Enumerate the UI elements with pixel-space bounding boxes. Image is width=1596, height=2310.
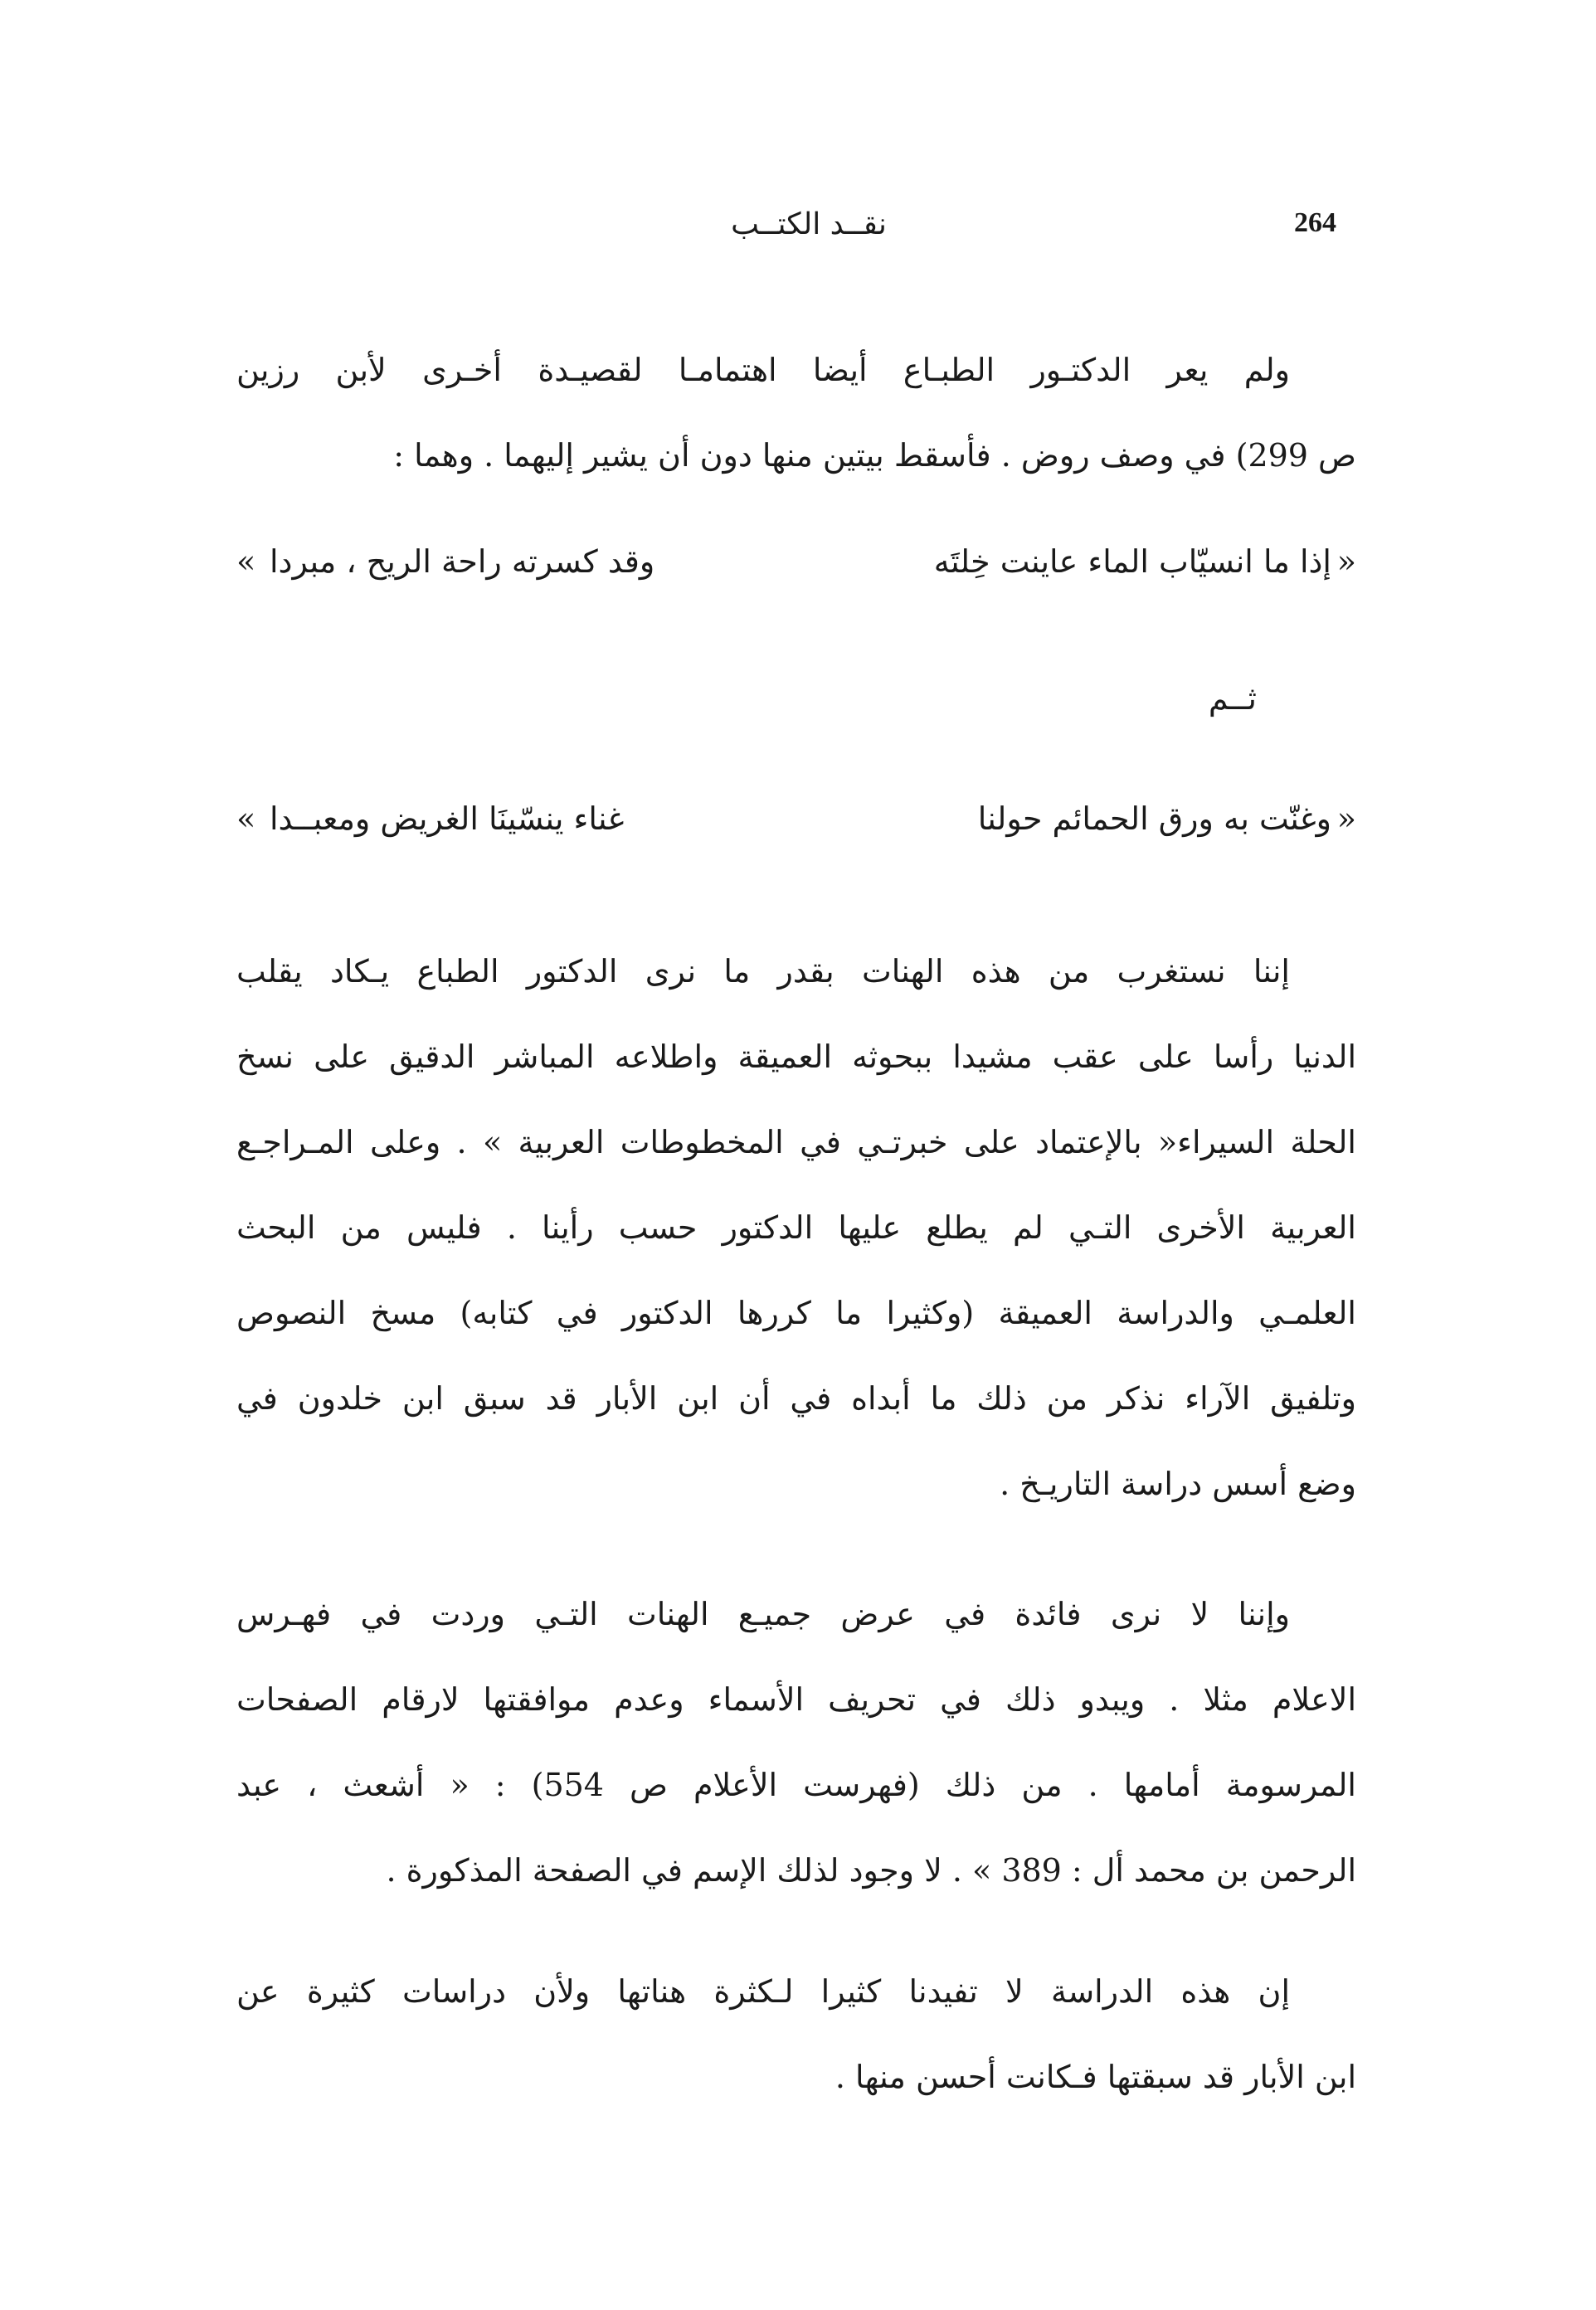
paragraph-intro [236,328,1356,498]
verse-second-hemistich: غناء ينسّينَا الغريض ومعبــدا [270,800,625,837]
text-line: الدنيا رأسا على عقب مشيدا ببحوثه العميقة واطلاعه المباشر الدقيق على نسخ [236,1038,1356,1075]
text-line: الرحمن بن محمد أل : 389 » . لا وجود لذلك الإسم في الصفحة المذكورة . [386,1852,1356,1889]
opening-quote: « [1336,800,1356,837]
text-line: إننا نستغرب من هذه الهنات بقدر ما نرى الدكتور الطباع يـكاد يقلب [236,953,1290,990]
text-line: ولم يعر الدكتـور الطبـاع أيضا اهتمامـا لقصيـدة أخـرى لأبن رزين [236,352,1290,388]
text-line: العربية الأخرى التـي لم يطلع عليها الدكتور حسب رأينا . فليس من البحث [236,1209,1356,1246]
text-line: المرسومة أمامها . من ذلك (فهرست الأعلام ص 554) : « أشعث ، عبد [236,1767,1356,1803]
text-line: العلمـي والدراسة العميقة (وكثيرا ما كررها الدكتور في كتابه) مسخ النصوص [236,1295,1356,1331]
page-number: 264 [1294,207,1336,238]
verse-second-hemistich: وقد كسرته راحة الريح ، مبردا [270,543,655,580]
text-line: الحلة السيراء« بالإعتماد على خبرتـي في المخطوطات العربية » . وعلى المـراجـع [236,1124,1356,1160]
verse-first-hemistich: وغنّت به ورق الحمائم حولنا [977,800,1331,837]
poem-verse-2 [236,800,1356,850]
running-title: نقــد الكتــب [731,207,887,241]
text-line: وإننا لا نرى فائدة في عرض جميـع الهنات التـي وردت في فهـرس [236,1596,1290,1632]
text-line: وضع أسس دراسة التاريـخ . [1000,1466,1356,1502]
paragraph-critique [236,929,1356,1527]
text-line: ص 299) في وصف روض . فأسقط بيتين منها دون أن يشير إليهما . وهما : [393,437,1356,474]
text-line: ابن الأبار قد سبقتها فـكانت أحسن منها . [834,2059,1356,2095]
verse-first-hemistich: إذا ما انسيّاب الماء عاينت خِلتَه [933,543,1331,580]
page-header [236,207,1356,257]
verse-connector: ثــم [1208,680,1257,717]
text-line: الاعلام مثلا . ويبدو ذلك في تحريف الأسماء وعدم موافقتها لارقام الصفحات [236,1681,1356,1718]
poem-verse-1 [236,543,1356,593]
paragraph-conclusion [236,1949,1356,2120]
closing-quote: » [236,800,256,837]
text-line: إن هذه الدراسة لا تفيدنا كثيرا لـكثرة هناتها ولأن دراسات كثيرة عن [236,1973,1290,2010]
opening-quote: « [1336,543,1356,580]
paragraph-index-errors [236,1572,1356,1914]
closing-quote: » [236,543,256,580]
text-line: وتلفيق الآراء نذكر من ذلك ما أبداه في أن ابن الأبار قد سبق ابن خلدون في [236,1380,1356,1417]
